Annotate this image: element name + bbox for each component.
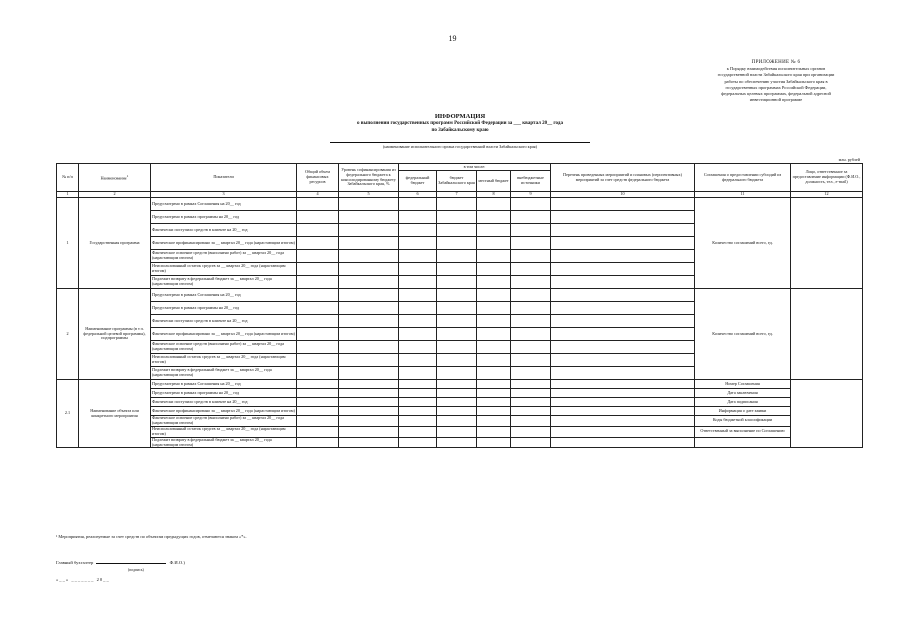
table-row [57,398,863,407]
value-cell [399,250,437,263]
value-cell [399,224,437,237]
value-cell [399,198,437,211]
appendix-line: федеральных целевых программах, федеральной адресной [721,91,831,97]
document-region: по Забайкальскому краю [431,128,489,133]
value-cell [339,289,399,302]
value-cell [437,437,477,448]
value-cell [477,437,511,448]
agreement-item: Ответственный за выполнение по Соглашению [695,426,791,437]
header-regional: бюджет Забайкальского края [437,171,477,192]
value-cell [551,354,695,367]
value-cell [511,315,551,328]
value-cell [339,437,399,448]
table-row [57,389,863,398]
indicator-cell: Фактическое освоение средств (выполнено работ) за __ квартал 20__ года (нарастающим итогом) [151,416,297,427]
value-cell [551,380,695,389]
value-cell [551,437,695,448]
value-cell [511,237,551,250]
value-cell [399,354,437,367]
indicator-cell: Предусмотрено в рамках программы на 20__ год [151,211,297,224]
header-level: Уровень софинансирования из федерального бюджета к консолидированному бюджету Забайкальского края, % [339,164,399,192]
value-cell [477,380,511,389]
indicator-cell: Фактическое профинансировано за __ квартал 20__ года (нарастающим итогом) [151,407,297,416]
indicator-cell: Фактически поступило средств в клиенте на 20__ год [151,315,297,328]
row-name: Государственная программа [79,198,151,289]
header-local: местный бюджет [477,171,511,192]
value-cell [437,367,477,380]
table-row [57,289,863,302]
value-cell [339,367,399,380]
header-other: внебюджетные источники [511,171,551,192]
value-cell [339,302,399,315]
indicator-cell: Подлежит возврату в федеральный бюджет за __ квартал 20__ года (нарастающим итогом) [151,437,297,448]
col-number: 4 [297,192,339,198]
table-row [57,380,863,389]
appendix-line: к Порядку взаимодействия исполнительных органов [726,66,826,72]
value-cell [339,224,399,237]
value-cell [511,380,551,389]
value-cell [297,224,339,237]
document-title: ИНФОРМАЦИЯ [434,113,486,120]
value-cell [551,341,695,354]
value-cell [339,426,399,437]
value-cell [511,437,551,448]
header-responsible: Лицо, ответственное за предоставление информации (Ф.И.О., должность, тел., e-mail) [791,164,863,192]
value-cell [297,289,339,302]
page-number: 19 [448,34,457,43]
row-number: 2.1 [57,380,79,448]
value-cell [339,211,399,224]
indicator-cell: Фактическое профинансировано за __ квартал 20__ года (нарастающим итогом) [151,328,297,341]
value-cell [399,263,437,276]
value-cell [551,302,695,315]
value-cell [437,398,477,407]
value-cell [477,328,511,341]
appendix-line: государственной власти Забайкальского края при организации [717,72,835,78]
signature-caption: (подпись) [128,568,144,572]
indicator-cell: Фактическое освоение средств (выполнено работ) за __ квартал 20__ года (нарастающим итогом) [151,250,297,263]
value-cell [551,250,695,263]
indicator-cell: Фактически поступило средств в клиенте на 20__ год [151,224,297,237]
indicator-cell: Фактически поступило средств в клиенте на 20__ год [151,398,297,407]
agreement-item: Дата подписания [695,398,791,407]
header-subsidies: Соглашения о предоставлении субсидий из федерального бюджета [695,164,791,192]
appendix-block [676,60,876,103]
value-cell [511,416,551,427]
value-cell [297,354,339,367]
value-cell [477,198,511,211]
value-cell [511,398,551,407]
col-number: 10 [551,192,695,198]
indicator-cell: Подлежит возврату в федеральный бюджет за __ квартал 20__ года (нарастающим итогом) [151,367,297,380]
value-cell [339,407,399,416]
value-cell [399,315,437,328]
value-cell [297,341,339,354]
value-cell [437,250,477,263]
col-number: 7 [437,192,477,198]
value-cell [551,416,695,427]
value-cell [477,315,511,328]
value-cell [339,250,399,263]
table-row [57,198,863,211]
value-cell [437,289,477,302]
value-cell [551,237,695,250]
header-including: в том числе: [399,164,551,171]
value-cell [477,341,511,354]
value-cell [511,224,551,237]
value-cell [477,276,511,289]
value-cell [399,398,437,407]
value-cell [477,289,511,302]
signature-date: «__» _______ 20__ [56,577,110,582]
value-cell [297,426,339,437]
appendix-line: работы по обеспечению участия Забайкальского края в [724,78,828,84]
header-name-footnote-mark: 1 [126,173,129,178]
agreement-item: Коды бюджетной классификации [695,416,791,427]
appendix-title: ПРИЛОЖЕНИЕ № 6 [751,60,801,65]
value-cell [551,289,695,302]
value-cell [437,341,477,354]
row-number: 2 [57,289,79,380]
value-cell [551,211,695,224]
indicator-cell: Неиспользованный остаток средств за __ квартал 20__ года (нарастающим итогом) [151,426,297,437]
header-events: Перечень проведенных мероприятий и плановых (перспективных) мероприятий за счет средств федерального бюджета [551,164,695,192]
value-cell [297,250,339,263]
row-number: 1 [57,198,79,289]
document-heading [250,113,670,134]
responsible-cell [791,289,863,380]
value-cell [551,398,695,407]
col-number: 11 [695,192,791,198]
col-number: 12 [791,192,863,198]
value-cell [477,302,511,315]
value-cell [399,328,437,341]
value-cell [339,354,399,367]
value-cell [437,426,477,437]
value-cell [477,263,511,276]
value-cell [511,328,551,341]
value-cell [511,289,551,302]
value-cell [297,398,339,407]
col-number: 8 [477,192,511,198]
value-cell [399,237,437,250]
table-row [57,416,863,427]
value-cell [511,302,551,315]
value-cell [399,289,437,302]
value-cell [399,341,437,354]
value-cell [297,367,339,380]
row-name: Наименование программы (в т.ч. федеральной целевой программы), подпрограммы [79,289,151,380]
value-cell [297,276,339,289]
value-cell [399,211,437,224]
value-cell [551,198,695,211]
value-cell [551,367,695,380]
signature-fio: Ф.И.О.) [169,560,185,565]
value-cell [511,426,551,437]
indicator-cell: Подлежит возврату в федеральный бюджет за __ квартал 20__ года (нарастающим итогом) [151,276,297,289]
table-row [57,407,863,416]
value-cell [297,328,339,341]
value-cell [437,263,477,276]
col-number: 2 [79,192,151,198]
value-cell [437,416,477,427]
value-cell [399,437,437,448]
value-cell [437,389,477,398]
value-cell [339,198,399,211]
signature-blank [96,563,166,564]
agreement-item [695,437,791,448]
report-table [56,163,863,448]
value-cell [297,198,339,211]
value-cell [511,367,551,380]
value-cell [297,263,339,276]
indicator-cell: Предусмотрено в рамках программы на 20__ год [151,302,297,315]
value-cell [437,224,477,237]
value-cell [551,224,695,237]
value-cell [339,276,399,289]
document-subtitle: о выполнении государственных программ Российской Федерации за ___ квартал 20__ года [357,121,563,126]
value-cell [511,211,551,224]
report-table-body [57,198,863,448]
value-cell [339,416,399,427]
header-name-text: Наименование [100,175,127,181]
value-cell [437,315,477,328]
agreement-item: Информация о дате заявки [695,407,791,416]
value-cell [297,302,339,315]
value-cell [437,302,477,315]
indicator-cell: Предусмотрено в рамках программы на 20__ год [151,389,297,398]
value-cell [399,276,437,289]
appendix-line: государственных программах Российской Федерации, [725,84,827,90]
indicator-cell: Фактическое освоение средств (выполнено работ) за __ квартал 20__ года (нарастающим итогом) [151,341,297,354]
value-cell [399,426,437,437]
signature-line [56,560,185,565]
header-name [79,164,151,192]
value-cell [399,416,437,427]
value-cell [437,211,477,224]
value-cell [511,389,551,398]
value-cell [399,302,437,315]
value-cell [339,341,399,354]
value-cell [339,315,399,328]
value-cell [477,224,511,237]
value-cell [399,407,437,416]
value-cell [511,198,551,211]
value-cell [477,426,511,437]
value-cell [551,263,695,276]
value-cell [551,407,695,416]
value-cell [297,407,339,416]
value-cell [551,315,695,328]
appendix-line: инвестиционной программе [749,97,803,103]
col-number: 1 [57,192,79,198]
value-cell [511,263,551,276]
value-cell [437,380,477,389]
value-cell [437,407,477,416]
col-number: 6 [399,192,437,198]
value-cell [339,398,399,407]
agreement-count: Количество соглашений всего, ед. [695,198,791,289]
value-cell [477,250,511,263]
indicator-cell: Предусмотрено в рамках Соглашения на 20__ год [151,289,297,302]
value-cell [437,237,477,250]
value-cell [551,276,695,289]
value-cell [339,389,399,398]
value-cell [551,328,695,341]
header-indicator: Показатели [151,164,297,192]
responsible-cell [791,380,863,448]
header-federal: федеральный бюджет [399,171,437,192]
col-number: 3 [151,192,297,198]
value-cell [477,407,511,416]
col-number: 9 [511,192,551,198]
agreement-item: Номер Соглашения [695,380,791,389]
indicator-cell: Предусмотрено в рамках Соглашения на 20__ год [151,198,297,211]
indicator-cell: Неиспользованный остаток средств за __ квартал 20__ года (нарастающим итогом) [151,263,297,276]
value-cell [339,237,399,250]
value-cell [437,354,477,367]
value-cell [297,416,339,427]
value-cell [339,328,399,341]
value-cell [551,426,695,437]
value-cell [477,389,511,398]
value-cell [297,380,339,389]
value-cell [399,367,437,380]
value-cell [551,389,695,398]
footnote: ¹ Мероприятия, реализуемые за счет средств по объектам предыдущих годов, отмечаются знаком «*». [56,534,247,539]
value-cell [477,398,511,407]
indicator-cell: Неиспользованный остаток средств за __ квартал 20__ года (нарастающим итогом) [151,354,297,367]
signature-label: Главный бухгалтер [56,560,94,565]
indicator-cell: Фактическое профинансировано за __ квартал 20__ года (нарастающим итогом) [151,237,297,250]
header-num: № п/п [57,164,79,192]
value-cell [477,237,511,250]
value-cell [399,380,437,389]
responsible-cell [791,198,863,289]
value-cell [399,389,437,398]
col-number: 5 [339,192,399,198]
indicator-cell: Предусмотрено в рамках Соглашения на 20__ год [151,380,297,389]
value-cell [511,250,551,263]
value-cell [477,416,511,427]
value-cell [437,198,477,211]
agreement-count: Количество соглашений всего, ед. [695,289,791,380]
table-row [57,437,863,448]
value-cell [297,211,339,224]
value-cell [511,341,551,354]
value-cell [339,263,399,276]
header-total: Общий объем финансовых ресурсов [297,164,339,192]
value-cell [477,211,511,224]
value-cell [511,276,551,289]
value-cell [511,407,551,416]
value-cell [339,380,399,389]
value-cell [297,389,339,398]
value-cell [511,354,551,367]
value-cell [437,328,477,341]
units-label: млн. рублей [838,157,860,162]
table-row [57,426,863,437]
value-cell [477,354,511,367]
agreement-item: Дата заключения [695,389,791,398]
value-cell [297,437,339,448]
department-caption: (наименование исполнительного органа государственной власти Забайкальского края) [330,142,590,149]
value-cell [297,315,339,328]
value-cell [437,276,477,289]
value-cell [297,237,339,250]
row-name: Наименование объекта или конкретного мероприятия [79,380,151,448]
value-cell [477,367,511,380]
